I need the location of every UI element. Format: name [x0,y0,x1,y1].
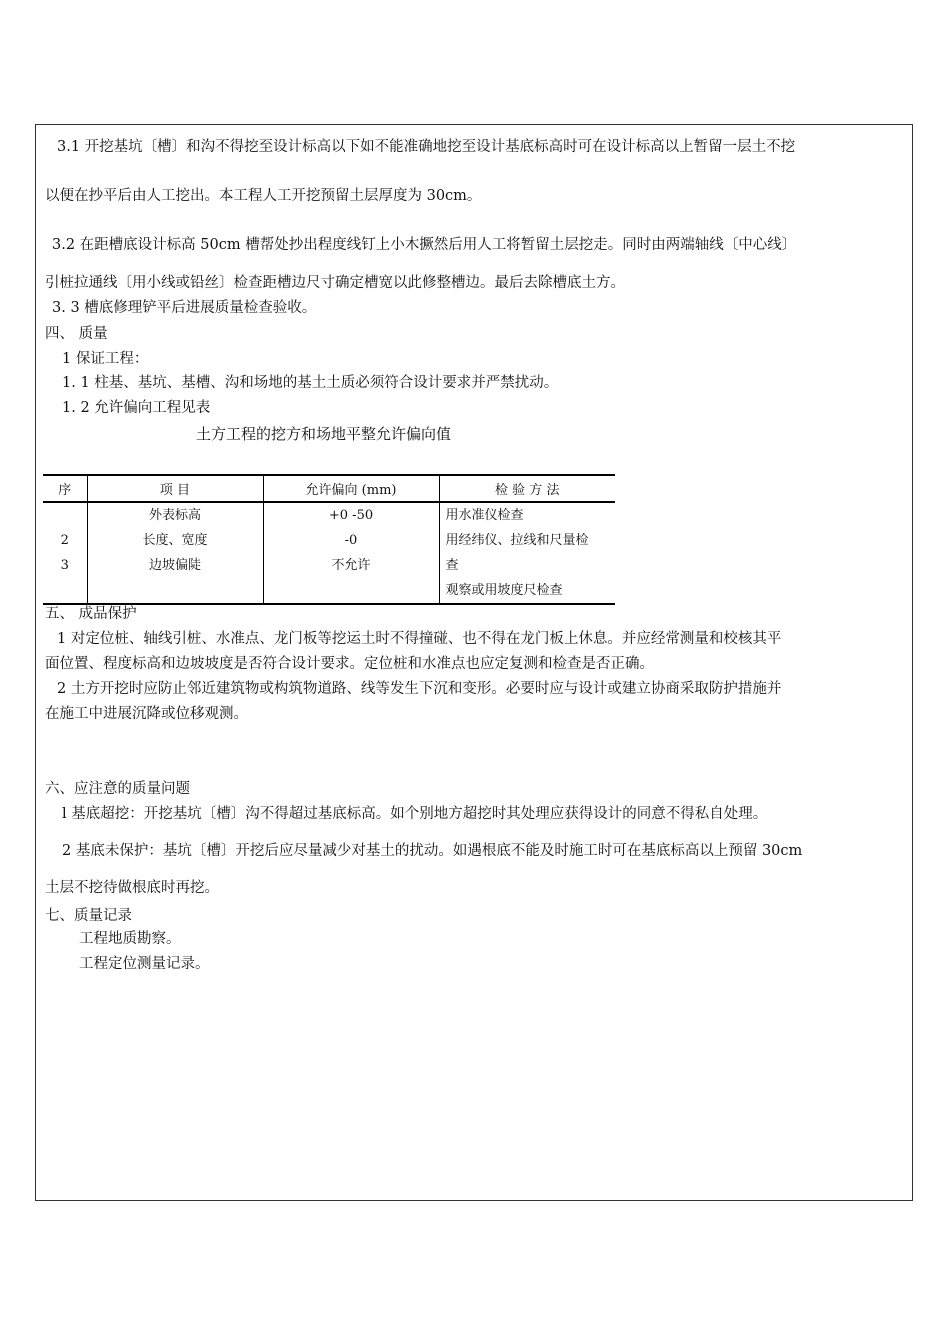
para-3-1-line2: 以便在抄平后由人工挖出。本工程人工开挖预留土层厚度为 30cm。 [45,188,482,204]
section-4-1: 1 保证工程： [62,351,149,367]
seq-column [43,502,87,604]
table-header-row [43,475,615,502]
section-5-1-line2: 面位置、程度标高和边坡坡度是否符合设计要求。定位桩和水准点也应定复测和检查是否正确。 [45,656,654,672]
section-4-1-1: 1. 1 柱基、基坑、基槽、沟和场地的基土土质必须符合设计要求并严禁扰动。 [62,375,559,391]
section-7-item-2: 工程定位测量记录。 [79,956,210,972]
section-6-heading: 六、应注意的质量问题 [45,781,190,797]
item-column [87,502,263,604]
section-6-2-line1: 2 基底未保护：基坑〔槽〕开挖后应尽量减少对基土的扰动。如遇根底不能及时施工时可在基底标高以上预留 30cm [62,843,803,859]
table-title: 土方工程的挖方和场地平整允许偏向值 [196,425,452,443]
header-method: 检 验 方 法 [439,475,615,502]
method-cell: 查 [445,558,459,573]
item-cell [88,578,263,603]
method-column [439,502,615,604]
section-6-2-line2: 土层不挖待做根底时再挖。 [45,880,219,896]
method-cell: 用水准仪检查 [445,508,524,523]
section-7-heading: 七、质量记录 [45,908,132,924]
table-row [43,502,615,604]
section-5-1-line1: 1 对定位桩、轴线引桩、水准点、龙门板等挖运土时不得撞碰、也不得在龙门板上休息。并应经常测量和校核其平 [57,631,782,647]
section-5-2-line1: 2 土方开挖时应防止邻近建筑物或构筑物道路、线等发生下沉和变形。必要时应与设计或建立协商采取防护措施并 [57,681,782,697]
deviation-cell: -0 [344,533,358,548]
header-item: 项 目 [87,475,263,502]
method-cell: 观察或用坡度尺检查 [445,583,563,598]
item-cell: 外表标高 [148,508,201,523]
deviation-column [263,502,439,604]
deviation-cell [264,578,439,603]
para-3-3: 3. 3 槽底修理铲平后进展质量检查验收。 [52,300,317,316]
para-3-2-line1: 3.2 在距槽底设计标高 50cm 槽帮处抄出程度线钉上小木撅然后用人工将暂留土层挖走。同时由两端轴线〔中心线〕 [52,237,797,253]
method-cell: 用经纬仪、拉线和尺量检 [445,533,589,548]
para-3-2-line2: 引桩拉通线〔用小线或铅丝〕检查距槽边尺寸确定槽宽以此修整槽边。最后去除槽底土方。 [45,275,625,291]
seq-cell [43,578,87,603]
section-6-1: l 基底超挖：开挖基坑〔槽〕沟不得超过基底标高。如个别地方超挖时其处理应获得设计的同意不得私自处理。 [62,806,768,822]
seq-cell: 2 [60,533,69,548]
section-5-heading: 五、 成品保护 [45,606,137,622]
section-4-heading: 四、 质量 [45,326,108,342]
section-4-1-2: 1. 2 允许偏向工程见表 [62,400,211,416]
para-3-1-line1: 3.1 开挖基坑〔槽〕和沟不得挖至设计标高以下如不能准确地挖至设计基底标高时可在设计标高以上暂留一层土不挖 [57,139,796,155]
item-cell: 长度、宽度 [142,533,208,548]
section-7-item-1: 工程地质勘察。 [79,931,181,947]
header-deviation: 允许偏向 (mm) [263,475,439,502]
item-cell: 边坡偏陡 [148,558,201,573]
section-5-2-line2: 在施工中进展沉降或位移观测。 [45,706,248,722]
tolerance-table [43,474,615,605]
seq-cell: 3 [60,558,69,573]
seq-cell [43,503,87,528]
deviation-cell: +0 -50 [328,508,374,523]
deviation-cell: 不允许 [331,558,371,573]
header-seq: 序 [43,475,87,502]
